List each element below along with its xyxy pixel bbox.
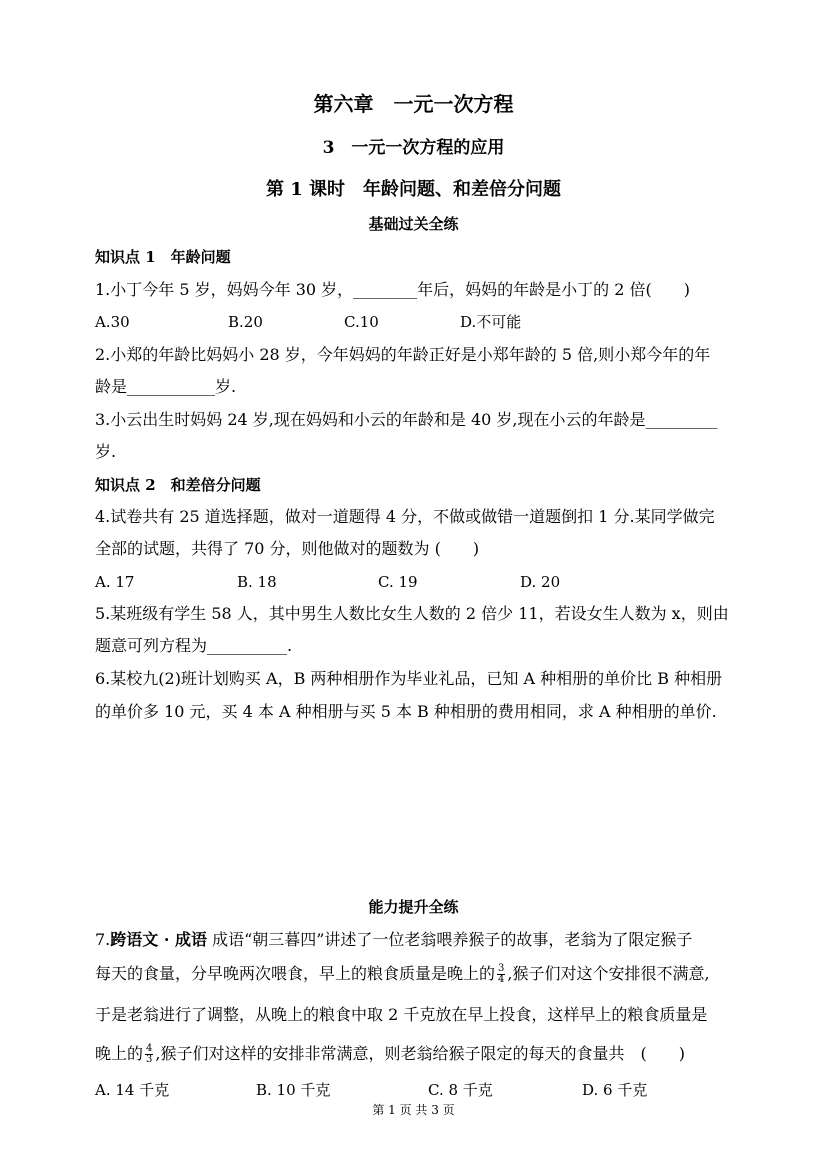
knowledge-point-1: 知识点 1 年龄问题: [95, 248, 231, 266]
q1-option-b: B.20: [228, 313, 263, 331]
q7-option-d: D. 6 千克: [582, 1081, 648, 1099]
q7-line-4-b: ,猴子们对这样的安排非常满意，则老翁给猴子限定的每天的食量共 ( ): [155, 1044, 685, 1063]
question-7-line-4: [95, 1042, 685, 1066]
q1-option-c: C.10: [344, 313, 379, 331]
q4-option-a: A. 17: [95, 573, 135, 591]
question-6-line-2: 的单价多 10 元，买 4 本 A 种相册与买 5 本 B 种相册的费用相同，求 A 种相册的单价.: [95, 702, 717, 721]
q7-line-2-b: ,猴子们对这个安排很不满意,: [507, 964, 710, 983]
question-5-line-2: 题意可列方程为__________.: [95, 636, 293, 655]
section-title: 3 一元一次方程的应用: [322, 138, 505, 158]
question-4-line-2: 全部的试题，共得了 70 分，则他做对的题数为 ( ): [95, 539, 480, 558]
q1-option-a: A.30: [95, 313, 130, 331]
q4-option-b: B. 18: [237, 573, 277, 591]
question-6-line-1: 6.某校九(2)班计划购买 A，B 两种相册作为毕业礼品，已知 A 种相册的单价比 B 种相册: [95, 669, 723, 688]
question-2-line-2: 龄是___________岁.: [95, 377, 237, 396]
knowledge-point-2: 知识点 2 和差倍分问题: [95, 476, 261, 494]
chapter-title: 第六章 一元一次方程: [313, 92, 514, 116]
basic-heading: 基础过关全练: [368, 215, 459, 233]
question-7-line-2: [95, 962, 710, 986]
q7-number: 7.: [95, 930, 111, 949]
question-3-line-2: 岁.: [95, 442, 117, 461]
q7-option-b: B. 10 千克: [256, 1081, 331, 1099]
lesson-title: 第 1 课时 年龄问题、和差倍分问题: [265, 179, 562, 200]
q7-subject-tag: 跨语文 · 成语: [110, 930, 207, 949]
q7-option-c: C. 8 千克: [428, 1081, 493, 1099]
q7-line-2-a: 每天的食量，分早晚两次喂食，早上的粮食质量是晚上的: [95, 964, 496, 983]
advanced-heading: 能力提升全练: [368, 898, 459, 916]
q4-option-c: C. 19: [378, 573, 418, 591]
page-footer: 第 1 页 共 3 页: [372, 1103, 455, 1117]
question-2-line-1: 2.小郑的年龄比妈妈小 28 岁，今年妈妈的年龄正好是小郑年龄的 5 倍,则小郑今年的年: [95, 345, 711, 364]
question-1: 1.小丁今年 5 岁，妈妈今年 30 岁，________年后，妈妈的年龄是小丁的 2 倍( ): [95, 280, 690, 299]
q1-option-d: D.不可能: [460, 313, 522, 331]
question-5-line-1: 5.某班级有学生 58 人，其中男生人数比女生人数的 2 倍少 11，若设女生人数为 x，则由: [95, 604, 729, 623]
question-7-line-1: [95, 928, 692, 952]
q7-option-a: A. 14 千克: [95, 1081, 170, 1099]
question-4-line-1: 4.试卷共有 25 道选择题，做对一道题得 4 分，不做或做错一道题倒扣 1 分.某同学做完: [95, 507, 715, 526]
fraction-four-thirds: $\frac{4}{3}$: [146, 1043, 153, 1065]
q7-line-1-text: 成语“朝三暮四”讲述了一位老翁喂养猴子的故事，老翁为了限定猴子: [206, 930, 693, 949]
q7-line-4-a: 晚上的: [95, 1044, 144, 1063]
question-7-line-3: 于是老翁进行了调整，从晚上的粮食中取 2 千克放在早上投食，这样早上的粮食质量是: [95, 1005, 708, 1024]
question-3-line-1: 3.小云出生时妈妈 24 岁,现在妈妈和小云的年龄和是 40 岁,现在小云的年龄是_________: [95, 410, 718, 429]
fraction-three-quarters: $\frac{3}{4}$: [498, 963, 505, 985]
q4-option-d: D. 20: [520, 573, 561, 591]
